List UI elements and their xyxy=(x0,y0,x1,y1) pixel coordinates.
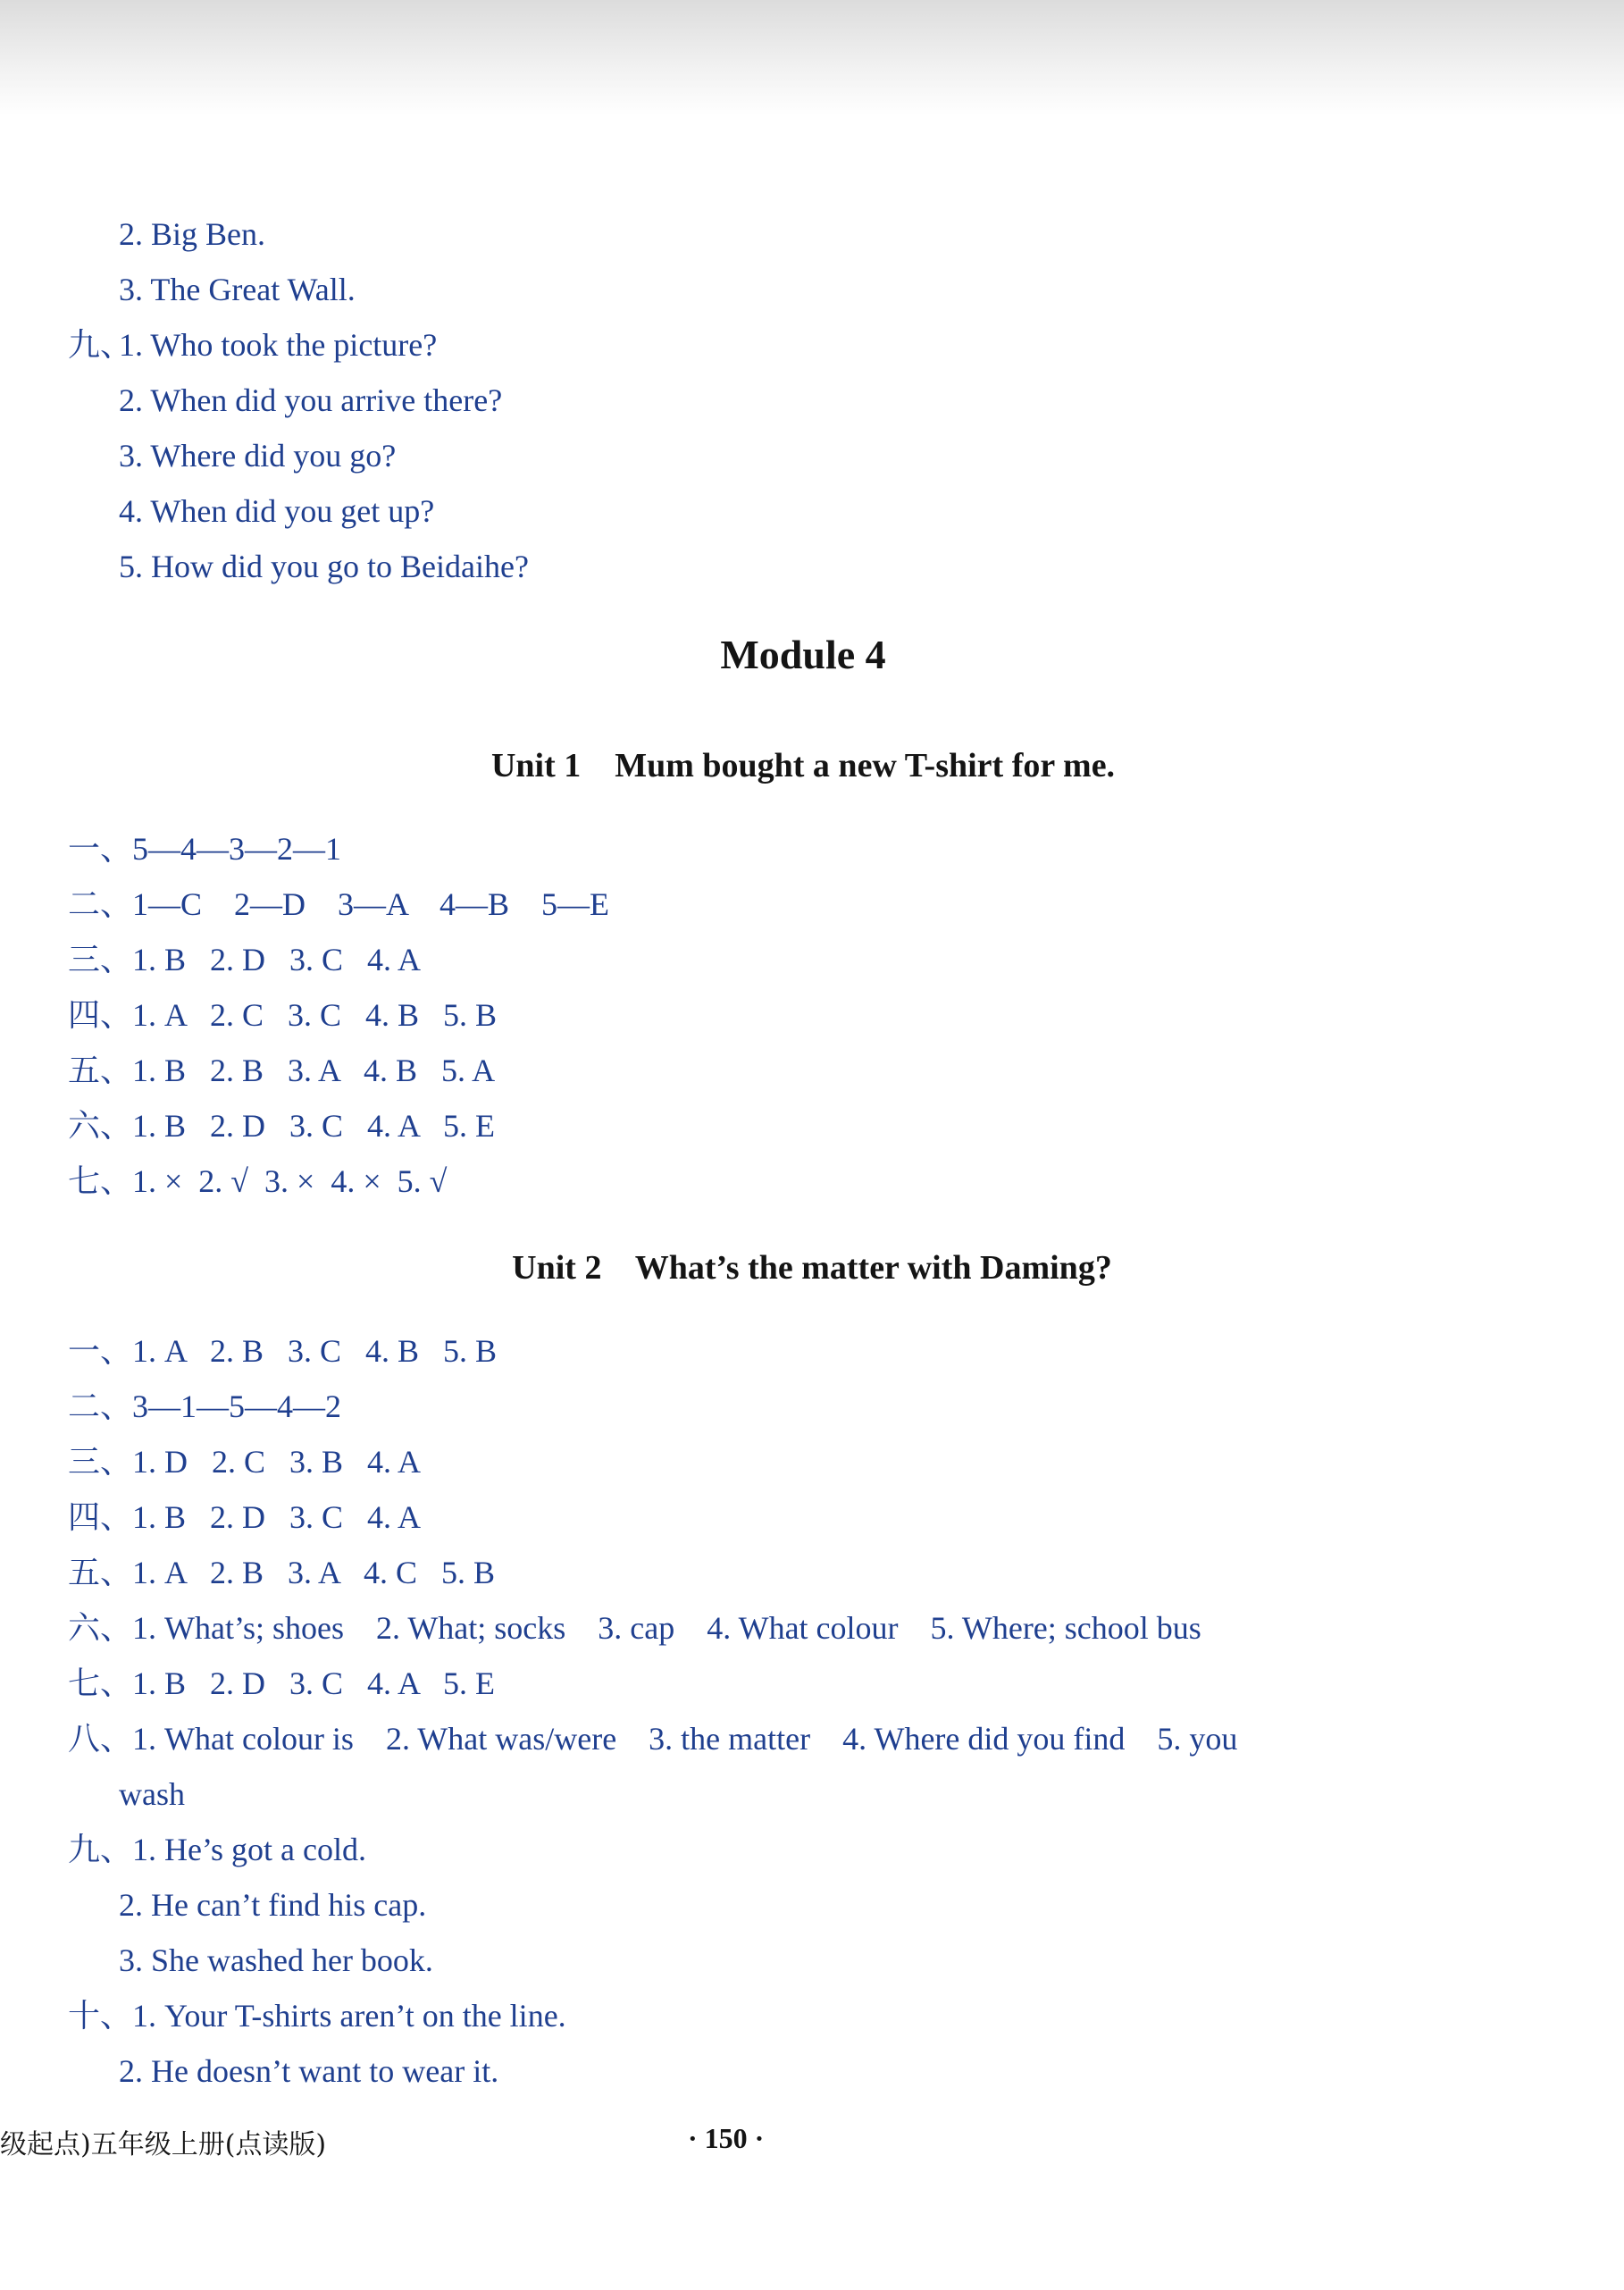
answer-line: 3. Where did you go? xyxy=(119,438,397,474)
answer-line: 七、1. B 2. D 3. C 4. A 5. E xyxy=(68,1665,496,1701)
answer-line: 五、1. A 2. B 3. A 4. C 5. B xyxy=(68,1555,496,1590)
answer-line: 八、1. What colour is 2. What was/were 3. the matter 4. Where did you find 5. you xyxy=(68,1721,1238,1757)
answer-line: 九、1. He’s got a cold. xyxy=(68,1832,366,1867)
answer-line: 四、1. A 2. C 3. C 4. B 5. B xyxy=(68,997,498,1033)
answer-line: 5. How did you go to Beidaihe? xyxy=(119,549,529,584)
answer-line: 2. Big Ben. xyxy=(119,216,266,252)
answer-line: 四、1. B 2. D 3. C 4. A xyxy=(68,1499,422,1535)
unit2-title: Unit 2 What’s the matter with Daming? xyxy=(512,1249,1112,1287)
scan-top-shadow xyxy=(0,0,1624,116)
answer-line: 三、1. D 2. C 3. B 4. A xyxy=(68,1444,422,1480)
answer-line: 2. When did you arrive there? xyxy=(119,382,503,418)
answer-line: 一、5—4—3—2—1 xyxy=(68,831,342,867)
answer-line: 七、1. × 2. √ 3. × 4. × 5. √ xyxy=(68,1163,448,1199)
unit1-title: Unit 1 Mum bought a new T-shirt for me. xyxy=(490,747,1116,784)
answer-line: 二、3—1—5—4—2 xyxy=(68,1388,342,1424)
answer-line: 2. He can’t find his cap. xyxy=(119,1887,427,1923)
answer-line: 4. When did you get up? xyxy=(119,493,435,529)
answer-line: 十、1. Your T-shirts aren’t on the line. xyxy=(68,1998,566,2034)
answer-line: 3. The Great Wall. xyxy=(119,272,356,307)
answer-line-continued: wash xyxy=(119,1776,185,1812)
answer-line: 1. Who took the picture? xyxy=(119,327,438,363)
answer-line: 一、1. A 2. B 3. C 4. B 5. B xyxy=(68,1333,498,1369)
answer-line: 三、1. B 2. D 3. C 4. A xyxy=(68,942,422,977)
answer-line: 六、1. B 2. D 3. C 4. A 5. E xyxy=(68,1108,496,1144)
page-number: · 150 · xyxy=(688,2122,765,2154)
answer-line: 二、1—C 2—D 3—A 4—B 5—E xyxy=(68,886,610,922)
answer-line: 3. She washed her book. xyxy=(119,1942,433,1978)
answer-line: 六、1. What’s; shoes 2. What; socks 3. cap 4. What colour 5. Where; school bus xyxy=(68,1610,1201,1646)
answer-line: 五、1. B 2. B 3. A 4. B 5. A xyxy=(68,1053,496,1088)
book-label: 级起点)五年级上册(点读版) xyxy=(0,2129,327,2160)
question-marker: 九、 xyxy=(68,327,133,363)
module-title: Module 4 xyxy=(720,632,886,677)
answer-line: 2. He doesn’t want to wear it. xyxy=(119,2053,499,2089)
